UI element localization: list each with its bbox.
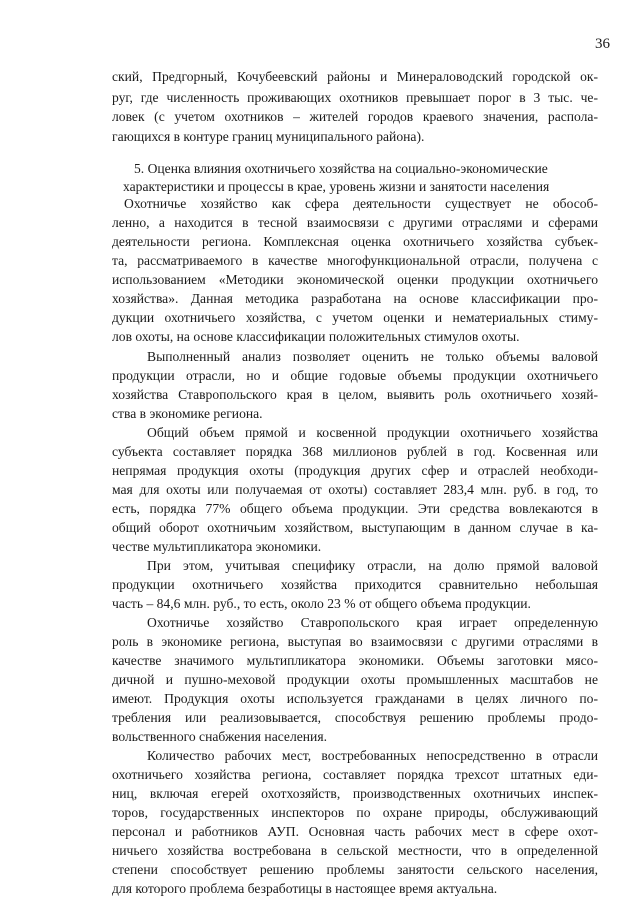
text-line: Общий объем прямой и косвенной продукции охотничьего хозяйства [147,425,598,440]
text-line: мая для охоты или получаемая от охоты) составляет 283,4 млн. руб. в год, то [112,482,598,497]
text-line: субъекта составляет порядка 368 миллионов рублей в год. Косвенная или [112,444,598,459]
text-line: При этом, учитывая специфику отрасли, на долю прямой валовой [147,558,598,573]
text-line: персонал и работников АУП. Основная часть рабочих мест в сфере охот- [112,824,598,839]
text-line: руг, где численность проживающих охотников превышает порог в 3 тыс. че- [112,90,598,105]
text-line: Выполненный анализ позволяет оценить не только объемы валовой [147,349,598,364]
text-line: гающихся в контуре границ муниципального района). [112,129,425,144]
text-line: охотничьего хозяйства региона, составляет порядка трехсот штатных еди- [112,767,598,782]
text-line: продукции охотничьего хозяйства приходится сравнительно небольшая [112,577,598,592]
text-line: Количество рабочих мест, востребованных непосредственно в отрасли [147,748,598,763]
text-line: ловек (с учетом охотников – жителей городов краевого значения, распола- [112,109,598,124]
section-heading-line: 5. Оценка влияния охотничьего хозяйства на социально-экономические [134,161,548,176]
text-line: роль в экономике региона, выступая во взаимосвязи с другими отраслями в [112,634,598,649]
text-line: имеют. Продукция охоты используется гражданами в целях личного по- [112,691,598,706]
text-line: ский, Предгорный, Кочубеевский районы и Минераловодский городской ок- [112,69,598,84]
text-line: хозяйства». Данная методика разработана на основе классификации про- [112,291,598,306]
text-line: торов, государственных инспекторов по охране природы, обслуживающий [112,805,598,820]
text-line: непрямая продукция охоты (продукция других сфер и отраслей необходи- [112,463,598,478]
text-line: часть – 84,6 млн. руб., то есть, около 23 % от общего объема продукции. [112,596,531,611]
text-line: для которого проблема безработицы в настоящее время актуальна. [112,881,498,896]
text-line: ниц, включая егерей охотхозяйств, производственных охотничьих инспек- [112,786,598,801]
text-line: Охотничье хозяйство Ставропольского края играет определенную [147,615,598,630]
text-line: ства в экономике региона. [112,406,263,421]
text-line: лов охоты, на основе классификации положительных стимулов охоты. [112,329,520,344]
text-line: хозяйства Ставропольского края в целом, выявить роль охотничьего хозяй- [112,387,598,402]
text-line: продукции отрасли, но и общие годовые объемы продукции охотничьего [112,368,598,383]
text-line: деятельности региона. Комплексная оценка охотничьего хозяйства субъек- [112,234,598,249]
text-line: использованием «Методики экономической оценки продукции охотничьего [112,272,598,287]
text-line: качестве значимого мультипликатора экономики. Объемы заготовки мясо- [112,653,598,668]
text-line: требления или реализовывается, способствуя решению проблемы продо- [112,710,598,725]
text-line: дукции охотничьего хозяйства, с учетом оценки и нематериальных стиму- [112,310,598,325]
text-line: степени способствует решению проблемы занятости сельского населения, [112,862,598,877]
text-line: дичной и пушно-меховой продукции охоты промышленных масштабов не [112,672,598,687]
text-line: есть, порядка 77% общего объема продукции. Эти средства вовлекаются в [112,501,598,516]
text-line: честве мультипликатора экономики. [112,539,322,554]
text-line: та, рассматриваемого в качестве многофункциональной отрасли, получена с [112,253,598,268]
text-line: ленно, а находится в тесной взаимосвязи с другими отраслями и сферами [112,215,598,230]
text-line: общий оборот охотничьим хозяйством, выступающим в данном случае в ка- [112,520,598,535]
page-number: 36 [595,36,610,52]
section-heading-line: характеристики и процессы в крае, уровень жизни и занятости населения [123,179,550,194]
text-line: вольственного снабжения населения. [112,729,327,744]
text-line: ничьего хозяйства востребована в сельской местности, что в определенной [112,843,598,858]
text-line: Охотничье хозяйство как сфера деятельности существует не обособ- [124,196,598,211]
